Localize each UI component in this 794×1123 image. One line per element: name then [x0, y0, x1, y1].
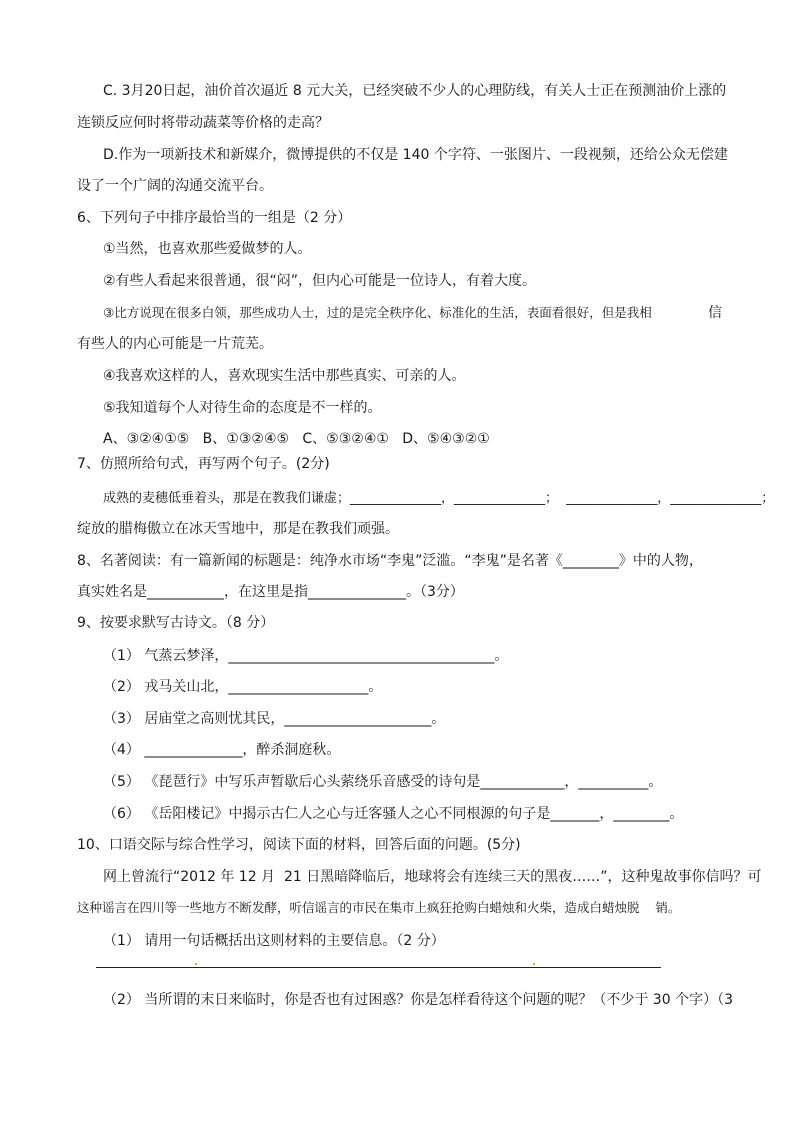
q6-sentence-1: ①当然，也喜欢那些爱做梦的人。 — [103, 241, 312, 257]
q7-title: 7、仿照所给句式，再写两个句子。(2分) — [77, 456, 330, 472]
q6-sentence-4: ④我喜欢这样的人，喜欢现实生活中那些真实、可亲的人。 — [103, 368, 466, 384]
q6-sentence-3a: ③比方说现在很多白领，那些成功人士，过的是完全秩序化、标准化的生活，表面看很好，但是我相 — [103, 305, 652, 320]
q9-title: 9、按要求默写古诗文。（8 分） — [77, 615, 275, 631]
mark-dot — [533, 963, 535, 965]
q6-sentence-3c: 有些人的内心可能是一片荒芜。 — [77, 336, 273, 352]
q10-title: 10、口语交际与综合性学习，阅读下面的材料，回答后面的问题。(5分) — [77, 837, 521, 853]
mark-dot — [195, 963, 197, 965]
q9-item-5: （5） 《琵琶行》中写乐声暂歇后心头萦绕乐音感受的诗句是____________，__________。 — [103, 774, 663, 790]
q10-paragraph-2: 这种谣言在四川等一些地方不断发酵，听信谣言的市民在集市上疯狂抢购白蜡烛和火柴，造成白蜡烛脱 销。 — [77, 900, 681, 915]
answer-line[interactable] — [96, 967, 661, 968]
q9-item-6: （6） 《岳阳楼记》中揭示古仁人之心与迁客骚人之心不同根源的句子是_______，________。 — [103, 806, 684, 822]
q9-item-3: （3） 居庙堂之高则忧其民，_____________________。 — [103, 711, 446, 727]
q9-item-2: （2） 戎马关山北，____________________。 — [103, 679, 383, 695]
q5-option-d-line2: 设了一个广阔的沟通交流平台。 — [77, 178, 273, 194]
q9-item-1: （1） 气蒸云梦泽，______________________________________。 — [103, 648, 509, 664]
q6-title: 6、下列句子中排序最恰当的一组是（2 分） — [77, 210, 352, 226]
q6-sentence-2: ②有些人看起来很普通，很“闷”，但内心可能是一位诗人，有着大度。 — [103, 273, 537, 289]
q10-sub-question-2: （2） 当所谓的末日来临时，你是否也有过困惑？你是怎样看待这个问题的呢？（不少于 30 个字）（3 — [103, 992, 733, 1008]
q10-sub-question-1: （1） 请用一句话概括出这则材料的主要信息。（2 分） — [103, 933, 445, 949]
q8-line2: 真实姓名是___________，在这里是指______________。（3分） — [77, 584, 464, 600]
q6-sentence-5: ⑤我知道每个人对待生命的态度是不一样的。 — [103, 400, 382, 416]
q5-option-c-line1: C. 3月20日起，油价首次逼近 8 元大关，已经突破不少人的心理防线，有关人士正在预测油价上涨的 — [103, 83, 727, 99]
q6-sentence-3b: 信 — [708, 305, 722, 321]
q7-line2: 绽放的腊梅傲立在冰天雪地中，那是在教我们顽强。 — [77, 521, 399, 537]
q7-line1: 成熟的麦穗低垂着头，那是在教我们谦虚；______________，______________； ______________，______________； — [103, 491, 775, 506]
q9-item-4: （4） ______________，醉杀洞庭秋。 — [103, 742, 341, 758]
q8-line1: 8、名著阅读：有一篇新闻的标题是：纯净水市场“李鬼”泛滥。“李鬼”是名著《________》中的人物， — [77, 553, 703, 569]
q5-option-c-line2: 连锁反应何时将带动蔬菜等价格的走高？ — [77, 115, 329, 131]
q5-option-d-line1: D.作为一项新技术和新媒介，微博提供的不仅是 140 个字符、一张图片、一段视频，还给公众无偿建 — [103, 147, 728, 163]
q10-paragraph-1: 网上曾流行“2012 年 12 月 21 日黑暗降临后，地球将会有连续三天的黑夜……”，这种鬼故事你信吗？可 — [103, 869, 762, 885]
q6-options: A、③②④①⑤ B、①③②④⑤ C、⑤③②④① D、⑤④③②① — [103, 431, 490, 447]
